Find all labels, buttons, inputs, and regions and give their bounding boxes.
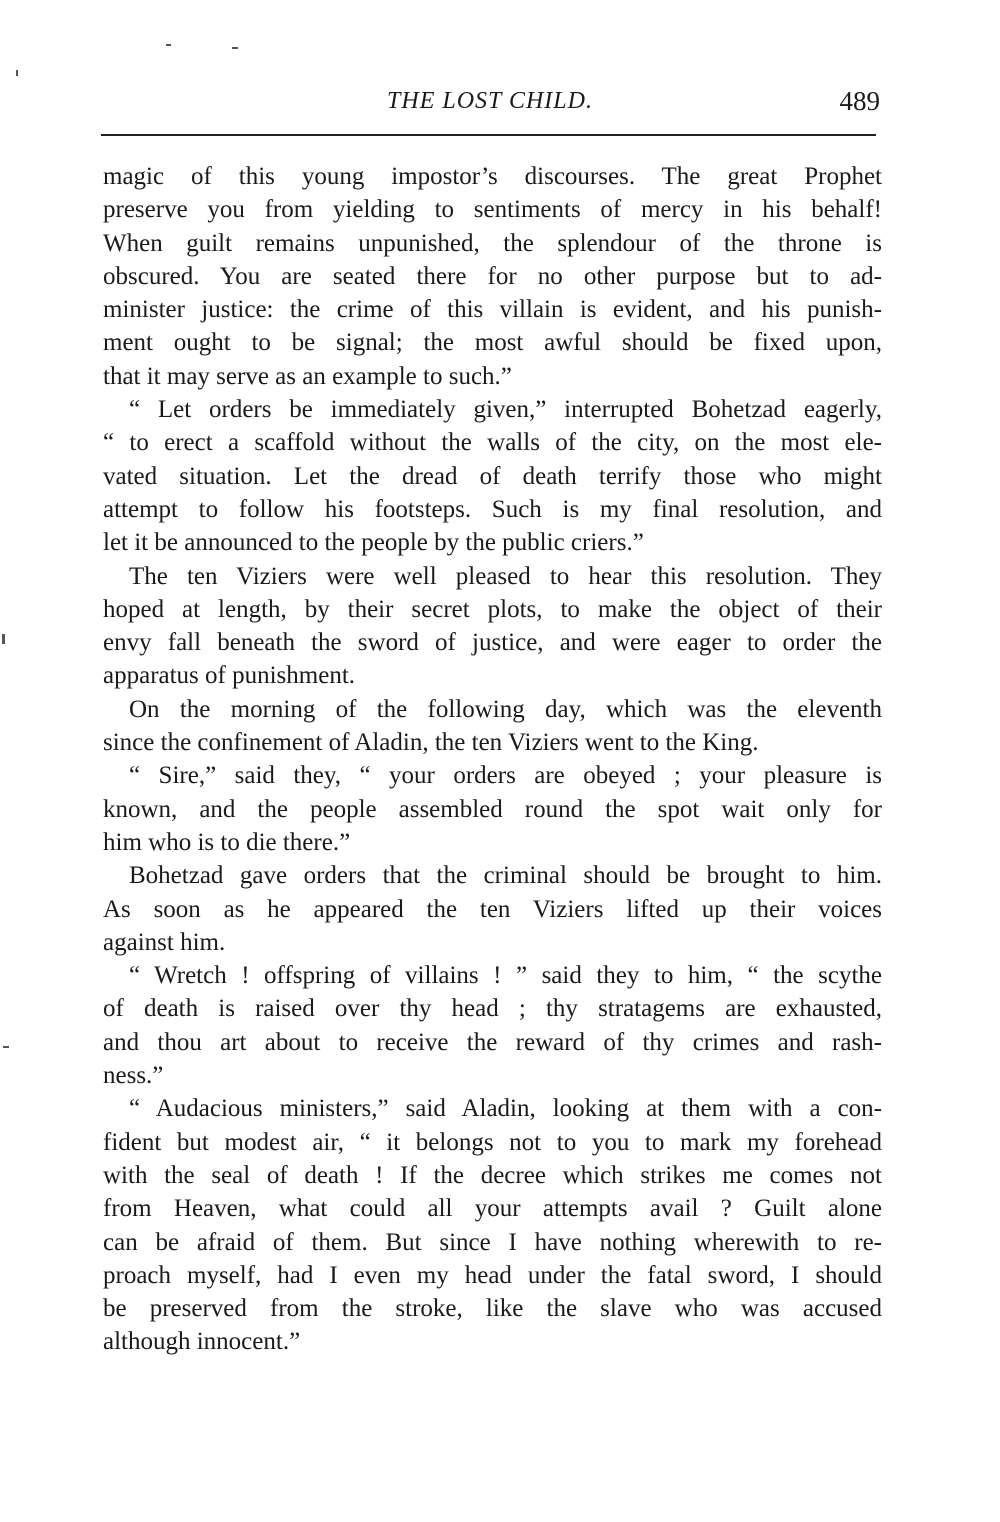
- text-line: On the morning of the following day, which was the eleventh: [129, 695, 882, 723]
- page-number: 489: [839, 86, 880, 116]
- text-line: can be afraid of them. But since I have nothing wherewith to re-: [103, 1228, 882, 1256]
- text-line: When guilt remains unpunished, the splendour of the throne is: [103, 229, 882, 257]
- page-header: [100, 84, 880, 128]
- text-line: “ Audacious ministers,” said Aladin, looking at them with a con-: [129, 1095, 882, 1123]
- text-line: minister justice: the crime of this villain is evident, and his punish-: [103, 296, 882, 324]
- text-line: “ to erect a scaffold without the walls of the city, on the most ele-: [103, 429, 882, 457]
- scan-speck: [2, 634, 5, 644]
- text-line: known, and the people assembled round the spot wait only for: [103, 795, 882, 823]
- text-line: vated situation. Let the dread of death terrify those who might: [103, 462, 882, 490]
- text-line: fident but modest air, “ it belongs not to you to mark my forehead: [103, 1128, 882, 1156]
- text-line: magic of this young impostor’s discourses. The great Prophet: [103, 163, 882, 190]
- scan-speck: [232, 47, 238, 49]
- scan-speck: [16, 70, 18, 76]
- text-line: although innocent.”: [103, 1328, 301, 1356]
- text-line: apparatus of punishment.: [103, 662, 356, 690]
- scan-speck: [3, 1046, 9, 1048]
- text-line: proach myself, had I even my head under the fatal sword, I should: [103, 1261, 882, 1289]
- text-line: from Heaven, what could all your attempts avail ? Guilt alone: [103, 1195, 882, 1223]
- text-line: attempt to follow his footsteps. Such is my final resolution, and: [103, 495, 882, 523]
- body-text: [103, 160, 882, 1359]
- text-line: let it be announced to the people by the public criers.”: [103, 529, 644, 557]
- text-line: “ Let orders be immediately given,” interrupted Bohetzad eagerly,: [129, 396, 882, 424]
- text-line: against him.: [103, 928, 226, 956]
- text-line: that it may serve as an example to such.”: [103, 362, 512, 390]
- text-line: obscured. You are seated there for no other purpose but to ad-: [103, 262, 882, 290]
- text-line: Bohetzad gave orders that the criminal should be brought to him.: [129, 862, 882, 890]
- text-line: As soon as he appeared the ten Viziers lifted up their voices: [103, 895, 882, 923]
- text-line: ness.”: [103, 1062, 164, 1090]
- text-line: hoped at length, by their secret plots, to make the object of their: [103, 595, 882, 623]
- text-line: be preserved from the stroke, like the slave who was accused: [103, 1295, 882, 1323]
- text-line: and thou art about to receive the reward of thy crimes and rash-: [103, 1028, 882, 1056]
- text-line: ment ought to be signal; the most awful should be fixed upon,: [103, 329, 882, 357]
- scan-speck: [166, 44, 171, 46]
- running-head: THE LOST CHILD.: [387, 88, 593, 114]
- text-line: with the seal of death ! If the decree which strikes me comes not: [103, 1161, 882, 1189]
- header-rule: [101, 134, 876, 136]
- text-line: “ Wretch ! offspring of villains ! ” said they to him, “ the scythe: [129, 962, 882, 990]
- text-line: of death is raised over thy head ; thy stratagems are exhausted,: [103, 995, 882, 1023]
- text-line: envy fall beneath the sword of justice, and were eager to order the: [103, 629, 882, 657]
- text-line: “ Sire,” said they, “ your orders are obeyed ; your pleasure is: [129, 762, 882, 790]
- text-line: preserve you from yielding to sentiments of mercy in his behalf!: [103, 196, 882, 224]
- text-line: The ten Viziers were well pleased to hear this resolution. They: [129, 562, 882, 590]
- text-line: since the confinement of Aladin, the ten Viziers went to the King.: [103, 729, 759, 757]
- text-line: him who is to die there.”: [103, 828, 351, 856]
